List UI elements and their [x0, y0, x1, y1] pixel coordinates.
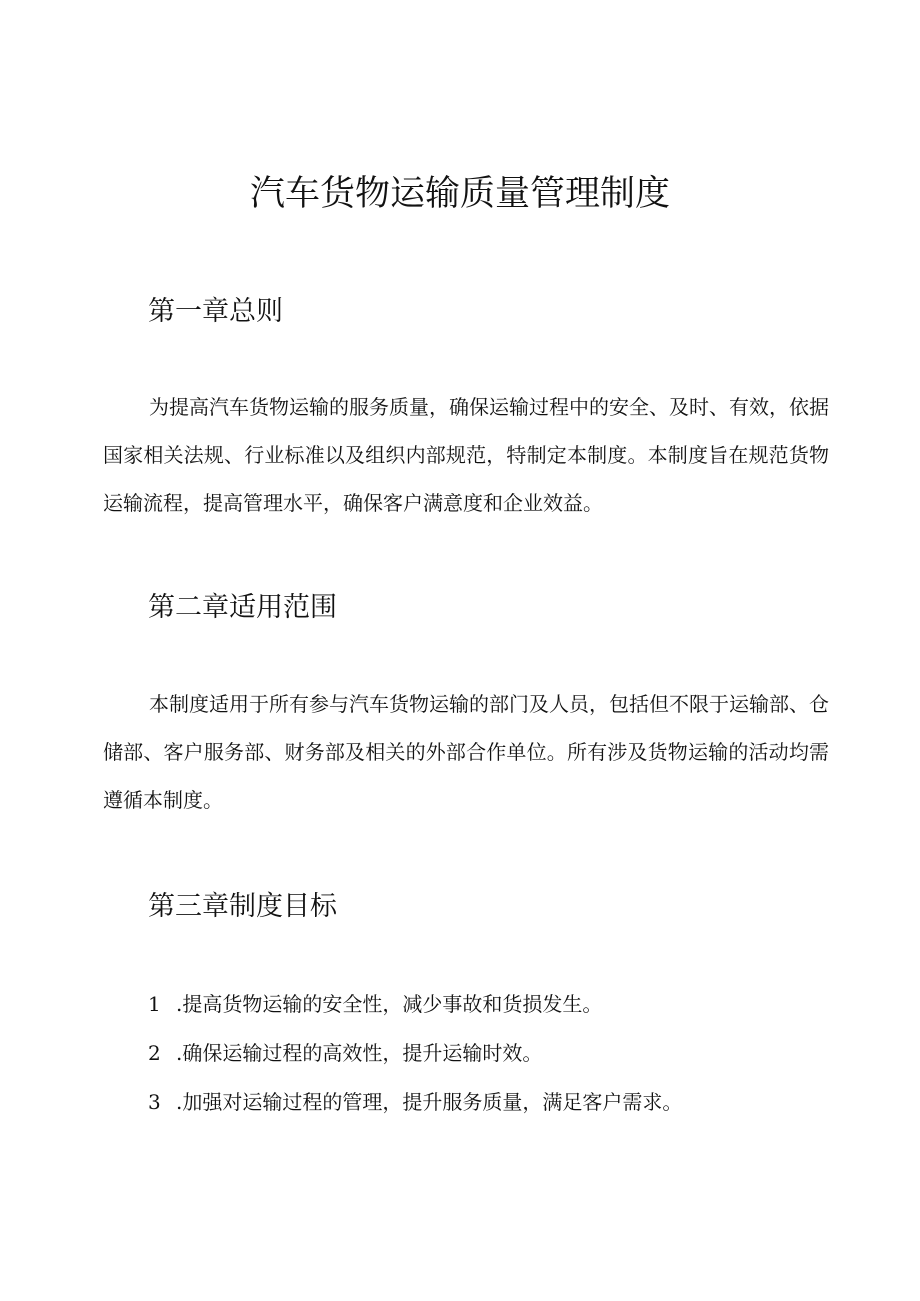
objective-item-2 — [148, 1033, 828, 1073]
chapter-1-paragraph: 为提高汽车货物运输的服务质量，确保运输过程中的安全、及时、有效，依据国家相关法规、行业标准以及组织内部规范，特制定本制度。本制度旨在规范货物运输流程，提高管理水平，确保客户满意度和企业效益。 — [103, 395, 829, 515]
objective-number: 2 — [148, 1041, 161, 1065]
chapter-1-heading: 第一章总则 — [148, 296, 283, 327]
objective-item-1 — [148, 984, 828, 1024]
objective-number: 1 — [148, 992, 161, 1016]
objective-text: .确保运输过程的高效性，提升运输时效。 — [176, 1041, 543, 1065]
objective-text: .提高货物运输的安全性，减少事故和货损发生。 — [176, 992, 603, 1016]
document-title: 汽车货物运输质量管理制度 — [249, 174, 670, 214]
chapter-2-heading: 第二章适用范围 — [148, 592, 337, 623]
objective-item-3 — [148, 1082, 828, 1122]
chapter-3-heading: 第三章制度目标 — [148, 891, 337, 922]
objective-number: 3 — [148, 1090, 161, 1114]
chapter-2-paragraph: 本制度适用于所有参与汽车货物运输的部门及人员，包括但不限于运输部、仓储部、客户服务部、财务部及相关的外部合作单位。所有涉及货物运输的活动均需遵循本制度。 — [103, 692, 829, 812]
objective-text: .加强对运输过程的管理，提升服务质量，满足客户需求。 — [176, 1090, 683, 1114]
